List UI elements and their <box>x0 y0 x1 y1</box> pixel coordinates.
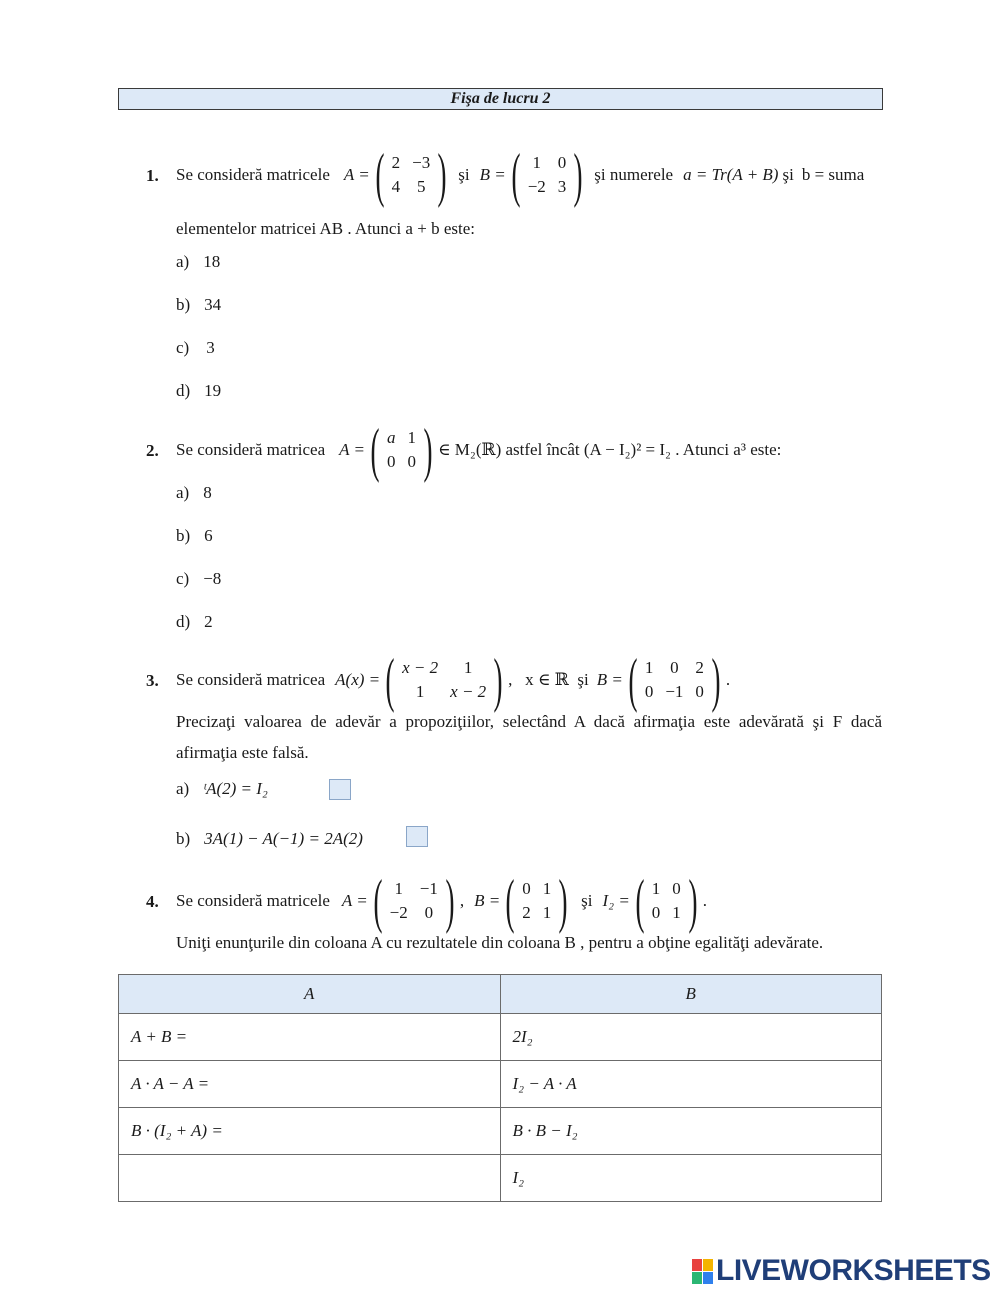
q4-I-21: 0 <box>651 903 661 922</box>
q3-B-21: 0 <box>644 682 654 701</box>
q3-A-22: x − 2 <box>450 682 487 701</box>
q2-A-21: 0 <box>386 452 396 471</box>
option-label: a) <box>176 252 190 271</box>
liveworksheets-logo <box>692 1254 991 1288</box>
option-value: 18 <box>203 252 221 271</box>
logo-block <box>703 1272 713 1284</box>
q2-option-d <box>176 612 213 632</box>
table-row <box>119 1108 882 1155</box>
q3-item-a <box>176 779 268 799</box>
q4-matrix-I: ( 1 0 0 1 ) <box>635 868 698 934</box>
q1-A-12: −3 <box>412 153 431 172</box>
column-header-b: B <box>500 975 882 1014</box>
q3-A-12: 1 <box>463 658 473 677</box>
worksheet-title: Fişa de lucru 2 <box>118 88 883 110</box>
matching-table <box>118 974 882 1202</box>
q3-instr1: Precizaţi valoarea de adevăr a propoziţiilor, selectând A dacă afirmaţia este adevărată şi F dacă <box>176 712 882 731</box>
logo-text: LIVEWORKSHEETS <box>716 1254 991 1287</box>
q3-text-mid: , x ∈ ℝ şi <box>508 670 589 689</box>
option-value: 34 <box>204 295 222 314</box>
q2-A-12: 1 <box>407 428 416 447</box>
q4-B-12: 1 <box>542 879 552 898</box>
q4-text-end: . <box>702 891 708 910</box>
q1-and1: şi <box>458 165 470 184</box>
q1-option-d <box>176 381 221 401</box>
logo-block <box>692 1259 702 1271</box>
item-expr: 3A(1) − A(−1) = 2A(2) <box>204 829 363 848</box>
q3-B-22: −1 <box>665 682 684 701</box>
q2-A-label: A = <box>339 440 365 459</box>
q2-A-22: 0 <box>407 452 416 471</box>
item-label: a) <box>176 779 190 798</box>
q3-B-label: B = <box>596 670 623 689</box>
q1-B-11: 1 <box>532 153 541 172</box>
q4-A-label: A = <box>341 891 368 910</box>
table-row <box>119 1155 882 1202</box>
q1-B-21: −2 <box>527 177 546 196</box>
result-cell[interactable]: I₂ <box>500 1155 882 1202</box>
option-label: c) <box>176 338 190 357</box>
q1-A-21: 4 <box>391 177 401 196</box>
logo-icon <box>692 1259 713 1284</box>
statement-cell[interactable] <box>119 1155 501 1202</box>
q1-option-c <box>176 338 215 358</box>
q2-option-c <box>176 569 221 589</box>
q2-matrix-A: ( a 1 0 0 ) <box>370 417 433 483</box>
q4-I-22: 1 <box>672 903 681 922</box>
q1-line1 <box>176 142 865 208</box>
logo-block <box>692 1272 702 1284</box>
q3-A-label: A(x) = <box>335 670 381 689</box>
q1-and2: şi <box>782 165 794 184</box>
q3-matrix-A: ( x − 2 1 1 x − 2 ) <box>385 647 503 713</box>
q4-A-12: −1 <box>419 879 438 898</box>
q1-option-b <box>176 295 221 315</box>
q3-text-end: . <box>725 670 731 689</box>
q1-matrix-B: ( 1 0 −2 3 ) <box>511 142 583 208</box>
q4-I-label: I₂ = <box>602 891 630 910</box>
q3-A-21: 1 <box>415 682 425 701</box>
q1-text-a: Se consideră matricele <box>176 165 330 184</box>
q4-A-21: −2 <box>389 903 408 922</box>
q1-B-12: 0 <box>557 153 567 172</box>
q1-b-def: b = suma <box>801 165 865 184</box>
option-value: 3 <box>206 338 215 357</box>
q2-text-b: ∈ M₂(ℝ) astfel încât (A − I₂)² = I₂ . Atunci a³ este: <box>437 440 782 459</box>
option-value: 8 <box>203 483 212 502</box>
q4-matrix-A: ( 1 −1 −2 0 ) <box>373 868 455 934</box>
q1-a-def: a = Tr(A + B) <box>683 165 779 184</box>
q4-instr: Uniţi enunţurile din coloana A cu rezultatele din coloana B , pentru a obţine egalităţi adevărate. <box>176 933 824 952</box>
q3-number: 3. <box>146 671 159 690</box>
q4-comma: , <box>459 891 465 910</box>
q3-line1 <box>176 647 731 713</box>
option-value: 6 <box>204 526 213 545</box>
q3-item-a-answer-box[interactable] <box>329 779 351 800</box>
q3-instr2: afirmaţia este falsă. <box>176 743 309 762</box>
q1-text-b: şi numerele <box>594 165 674 184</box>
q4-text-a: Se consideră matricele <box>176 891 330 910</box>
logo-block <box>703 1259 713 1271</box>
q4-B-21: 2 <box>522 903 531 922</box>
statement-cell[interactable]: A + B = <box>119 1014 501 1061</box>
option-label: c) <box>176 569 190 588</box>
q1-A-label: A = <box>343 165 370 184</box>
option-label: d) <box>176 612 191 631</box>
option-label: b) <box>176 295 191 314</box>
q3-item-b <box>176 829 363 849</box>
q3-matrix-B: ( 1 0 2 0 −1 0 ) <box>628 647 721 713</box>
q4-I-12: 0 <box>672 879 681 898</box>
q1-line2: elementelor matricei AB . Atunci a + b este: <box>176 219 475 238</box>
q1-B-22: 3 <box>557 177 567 196</box>
statement-cell[interactable]: B · (I₂ + A) = <box>119 1108 501 1155</box>
option-value: 2 <box>204 612 213 631</box>
q2-number: 2. <box>146 441 159 460</box>
q4-B-label: B = <box>474 891 501 910</box>
q4-matrix-B: ( 0 1 2 1 ) <box>505 868 568 934</box>
item-expr: ᵗA(2) = I₂ <box>203 779 268 798</box>
q1-matrix-A: ( 2 −3 4 5 ) <box>375 142 447 208</box>
q4-I-11: 1 <box>651 879 661 898</box>
q3-item-b-answer-box[interactable] <box>406 826 428 847</box>
table-row <box>119 1061 882 1108</box>
q2-text-a: Se consideră matricea <box>176 440 326 459</box>
result-cell[interactable]: I₂ − A · A <box>500 1061 882 1108</box>
q3-A-11: x − 2 <box>402 658 439 677</box>
q1-A-11: 2 <box>391 153 401 172</box>
q2-option-a <box>176 483 212 503</box>
q3-B-11: 1 <box>644 658 654 677</box>
q4-and: şi <box>581 891 593 910</box>
q1-A-22: 5 <box>416 177 426 196</box>
statement-cell[interactable]: A · A − A = <box>119 1061 501 1108</box>
result-cell[interactable]: B · B − I₂ <box>500 1108 882 1155</box>
q4-B-22: 1 <box>542 903 552 922</box>
table-row <box>119 1014 882 1061</box>
q2-option-b <box>176 526 213 546</box>
item-label: b) <box>176 829 191 848</box>
q1-B-label: B = <box>479 165 506 184</box>
q2-A-11: a <box>386 428 396 447</box>
q4-A-22: 0 <box>424 903 434 922</box>
q4-number: 4. <box>146 892 159 911</box>
option-value: 19 <box>204 381 222 400</box>
option-label: b) <box>176 526 191 545</box>
q3-B-12: 0 <box>670 658 679 677</box>
q3-text-a: Se consideră matricea <box>176 670 326 689</box>
q1-number: 1. <box>146 166 159 185</box>
option-value: −8 <box>203 569 222 588</box>
q1-option-a <box>176 252 220 272</box>
column-header-a: A <box>119 975 501 1014</box>
option-label: d) <box>176 381 191 400</box>
option-label: a) <box>176 483 190 502</box>
q3-B-23: 0 <box>695 682 704 701</box>
q4-B-11: 0 <box>522 879 531 898</box>
result-cell[interactable]: 2I₂ <box>500 1014 882 1061</box>
q3-B-13: 2 <box>695 658 704 677</box>
q4-A-11: 1 <box>394 879 403 898</box>
q2-line1 <box>176 417 782 483</box>
q4-line1 <box>176 868 708 934</box>
